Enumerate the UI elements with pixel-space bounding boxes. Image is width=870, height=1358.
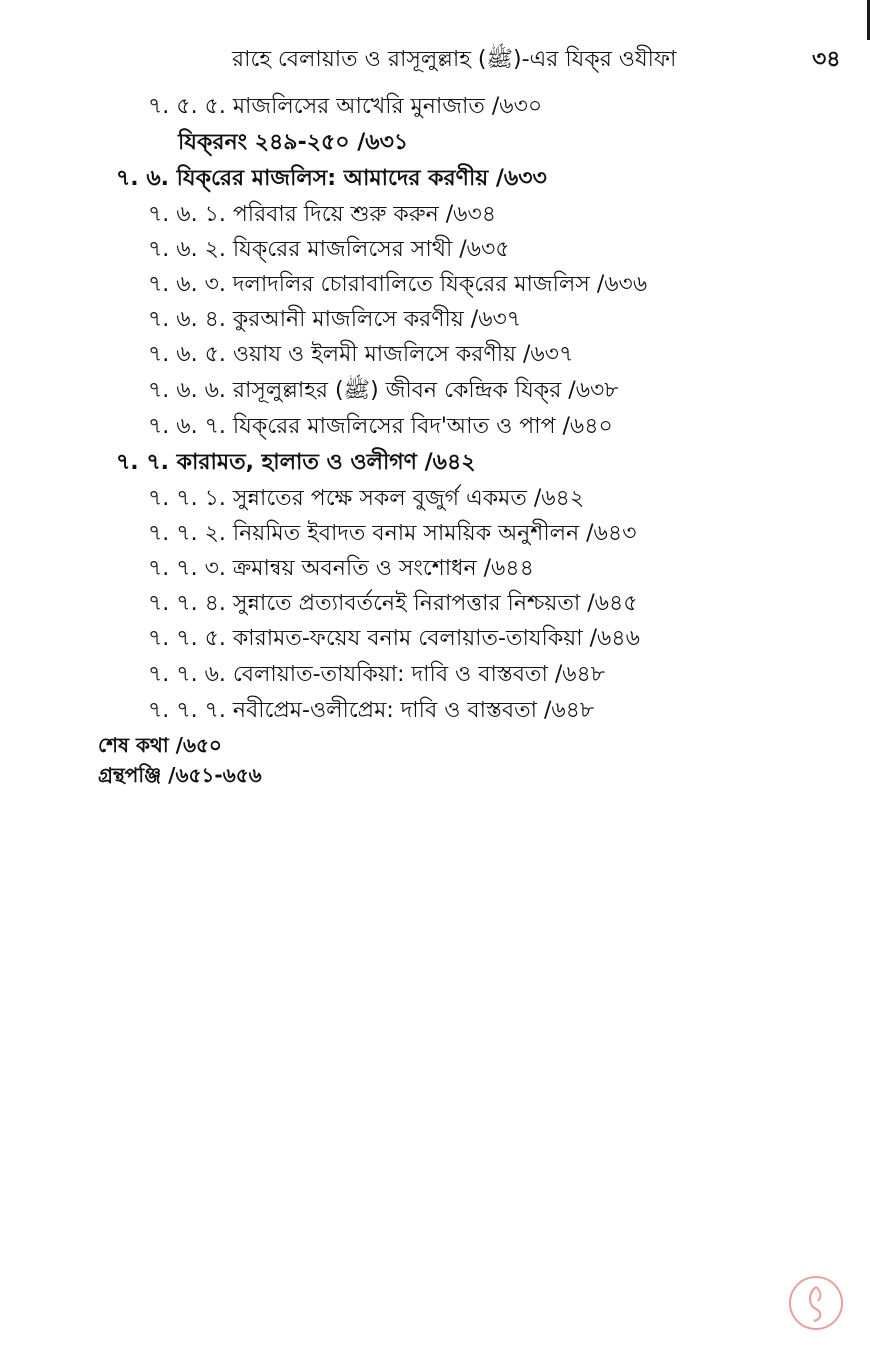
toc-entry-7-6-7[interactable]: ৭. ৬. ৭. যিক্‌রের মাজলিসের বিদ'আত ও পাপ /৬৪০ [148,414,613,439]
toc-bibliography[interactable]: গ্রন্থপঞ্জি /৬৫১-৬৫৬ [98,763,262,787]
toc-entry-7-6-5[interactable]: ৭. ৬. ৫. ওয়ায ও ইলমী মাজলিসে করণীয় /৬৩৭ [148,342,574,367]
toc-entry-7-7-1[interactable]: ৭. ৭. ১. সুন্নাতের পক্ষে সকল বুজুর্গ একমত /৬৪২ [148,486,585,511]
toc-closing-words[interactable]: শেষ কথা /৬৫০ [98,733,222,757]
toc-entry-7-5-5[interactable]: ৭. ৫. ৫. মাজলিসের আখেরি মুনাজাত /৬৩০ [148,94,543,119]
watermark-logo-icon [788,1275,844,1331]
toc-entry-7-7-4[interactable]: ৭. ৭. ৪. সুন্নাতে প্রত্যাবর্তনেই নিরাপত্তার নিশ্চয়তা /৬৪৫ [148,591,638,616]
toc-section-7-7[interactable]: ৭. ৭. কারামত, হালাত ও ওলীগণ /৬৪২ [116,450,476,475]
toc-entry-7-6-3[interactable]: ৭. ৬. ৩. দলাদলির চোরাবালিতে যিক্‌রের মাজলিস /৬৩৬ [148,272,648,297]
toc-entry-7-6-6[interactable]: ৭. ৬. ৬. রাসূলুল্লাহর (ﷺ) জীবন কেন্দ্রিক যিক্‌র /৬৩৮ [148,378,619,403]
toc-entry-7-7-5[interactable]: ৭. ৭. ৫. কারামত-ফয়েয বনাম বেলায়াত-তাযকিয়া /৬৪৬ [148,626,640,651]
toc-entry-7-6-2[interactable]: ৭. ৬. ২. যিক্‌রের মাজলিসের সাথী /৬৩৫ [148,237,510,262]
toc-entry-7-7-2[interactable]: ৭. ৭. ২. নিয়মিত ইবাদত বনাম সাময়িক অনুশীলন /৬৪৩ [148,521,637,546]
toc-entry-7-7-7[interactable]: ৭. ৭. ৭. নবীপ্রেম-ওলীপ্রেম: দাবি ও বাস্তবতা /৬৪৮ [148,698,595,723]
toc-entry-7-6-1[interactable]: ৭. ৬. ১. পরিবার দিয়ে শুরু করুন /৬৩৪ [148,202,497,227]
running-header-title: রাহে বেলায়াত ও রাসূলুল্লাহ (ﷺ)-এর যিক্‌র ওযীফা [232,47,677,72]
toc-entry-7-6-4[interactable]: ৭. ৬. ৪. কুরআনী মাজলিসে করণীয় /৬৩৭ [148,307,522,332]
toc-entry-zikr-numbers[interactable]: যিক্‌রনং ২৪৯-২৫০ /৬৩১ [178,130,409,155]
toc-section-7-6[interactable]: ৭. ৬. যিক্‌রের মাজলিস: আমাদের করণীয় /৬৩৩ [116,166,547,191]
page-number: ৩৪ [812,47,841,72]
toc-entry-7-7-6[interactable]: ৭. ৭. ৬. বেলায়াত-তাযকিয়া: দাবি ও বাস্তবতা /৬৪৮ [148,662,606,687]
toc-entry-7-7-3[interactable]: ৭. ৭. ৩. ক্রমান্বয় অবনতি ও সংশোধন /৬৪৪ [148,556,534,581]
